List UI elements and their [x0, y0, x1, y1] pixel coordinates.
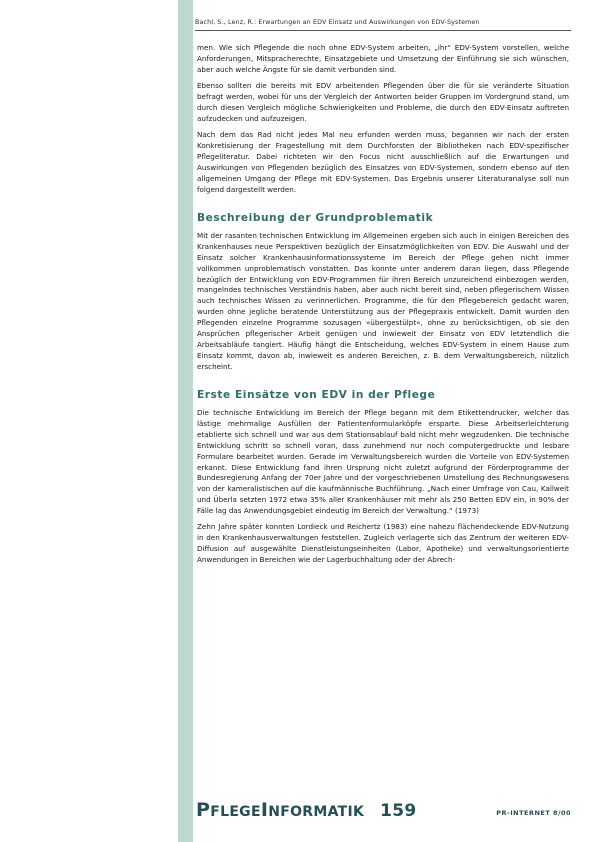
issue-label: PR-INTERNET 8/00: [496, 809, 571, 817]
paragraph: Die technische Entwicklung im Bereich der Pflege begann mit dem Etikettendrucker, welcher das lästige mehrmalige Ausfüllen der Patientenformularköpfe ersparte. Diese Arbeitserleichterung etablierte sich schnell und war aus dem Stationsablauf bald nicht mehr wegzudenken. Die technische Entwicklung schritt so schnell voran, dass zunehmend nur noch computergedruckte und lesbare Formulare bearbeitet wurden. Gerade im Verwaltungsbereich wurden die Vorteile von EDV-Systemen erkannt. Diese Entwicklung fand ihren Ursprung nicht zuletzt aufgrund der Förderprogramme der Bundesregierung Anfang der 70er Jahre und der vorgeschriebenen Umstellung des Rechnungswesens von der kameralistischen auf die kaufmännische Buchführung. „Nach einer Umfrage von Cau, Kallweit und Überla setzten 1972 etwa 35% aller Krankenhäuser mit mehr als 250 Betten EDV ein, in 90% der Fälle lag das Anwendungsgebiet eindeutig im Bereich der Verwaltung.“ (1973): [197, 408, 569, 516]
journal-title: [196, 799, 417, 821]
paragraph: Mit der rasanten technischen Entwicklung im Allgemeinen ergeben sich auch in einigen Bereichen des Krankenhauses neue Perspektiven bezüglich der Einsatzmöglichkeiten von EDV. Die Auswahl und der Einsatz solcher Krankenhausinformationssysteme im Bereich der Pflege gehen nicht immer vollkommen unproblematisch vonstatten. Das konnte unter anderem daran liegen, dass Pflegende bezüglich der Entwicklung von EDV-Programmen für ihren Bereich unzureichend einbezogen werden, mangelndes technisches Verständnis haben, aber auch nicht bereit sind, neben pflegerischem Wissen auch technisches Wissen zu verinnerlichen. Programme, die für den Pflegebereich gedacht waren, wurden ohne jegliche beratende Unterstützung aus der Pflegepraxis entwickelt. Damit wurden den Pflegenden einzelne Programme sozusagen »übergestülpt«, ohne zu berücksichtigen, ob sie den Ansprüchen pflegerischer Arbeit genügen und inwieweit der Einsatz von EDV letztendlich die Arbeitsabläufe tangiert. Häufig hängt die Entscheidung, welches EDV-System in einem Hause zum Einsatz kommt, davon ab, inwieweit es anderen Bereichen, z. B. dem Verwaltungsbereich, nützlich erscheint.: [197, 231, 569, 371]
paragraph: men. Wie sich Pflegende die noch ohne EDV-System arbeiten, „ihr“ EDV-System vorstellen, welche Anforderungen, Mitspracherechte, Einsatzgebiete und Umsetzung der Einführung sie sich wünschen, aber auch welche Ängste für sie damit verbunden sind.: [197, 43, 569, 74]
header-rule: [195, 30, 571, 31]
journal-title-cap-2: I: [260, 799, 269, 821]
journal-title-part-1: FLEGE: [210, 804, 261, 820]
paragraph: Zehn Jahre später konnten Lordieck und Reichertz (1983) eine nahezu flächendeckende EDV-Nutzung in den Krankenhausverwaltungen feststellen. Zugleich verlagerte sich das Zentrum der weiteren EDV-Diffusion auf ausgewählte Dienstleistungseinheiten (Labor, Apotheke) und verwaltungsorientierte Anwendungen in Bereichen wie der Lagerbuchhaltung oder der Abrech-: [197, 522, 569, 565]
section-heading: Erste Einsätze von EDV in der Pflege: [197, 389, 436, 402]
section-heading: Beschreibung der Grundproblematik: [197, 212, 434, 225]
page-number: 159: [380, 801, 417, 821]
journal-title-cap-1: P: [196, 799, 211, 821]
running-head: Bachl, S., Lenz, R.: Erwartungen an EDV Einsatz und Auswirkungen von EDV-Systemen: [195, 19, 480, 26]
paragraph: Ebenso sollten die bereits mit EDV arbeitenden Pflegenden über die für sie veränderte Situation befragt werden, wobei für uns der Vergleich der Antworten beider Gruppen im Vordergrund stand, um durch diesen Vergleich mögliche Schwierigkeiten und Probleme, die durch den EDV-Einsatz auftreten aufzudecken und aufzuzeigen.: [197, 81, 569, 123]
article-body: [197, 43, 569, 571]
sidebar-color-band: [178, 0, 193, 842]
journal-title-part-2: NFORMATIK: [268, 804, 365, 820]
paragraph: Nach dem das Rad nicht jedes Mal neu erfunden werden muss, begannen wir nach der ersten Konkretisierung der Fragestellung mit dem Durchforsten der Bibliotheken nach EDV-spezifischer Pflegeliteratur. Dabei richteten wir den Focus nicht ausschließlich auf die Erwartungen und Auswirkungen von Pflegenden bezüglich des Einsatzes von EDV-Systemen, sondern ebenso auf den allgemeinen Umgang der Pflege mit EDV-Systemen. Das Ergebnis unserer Literaturanalyse soll nun folgend dargestellt werden.: [197, 130, 569, 194]
